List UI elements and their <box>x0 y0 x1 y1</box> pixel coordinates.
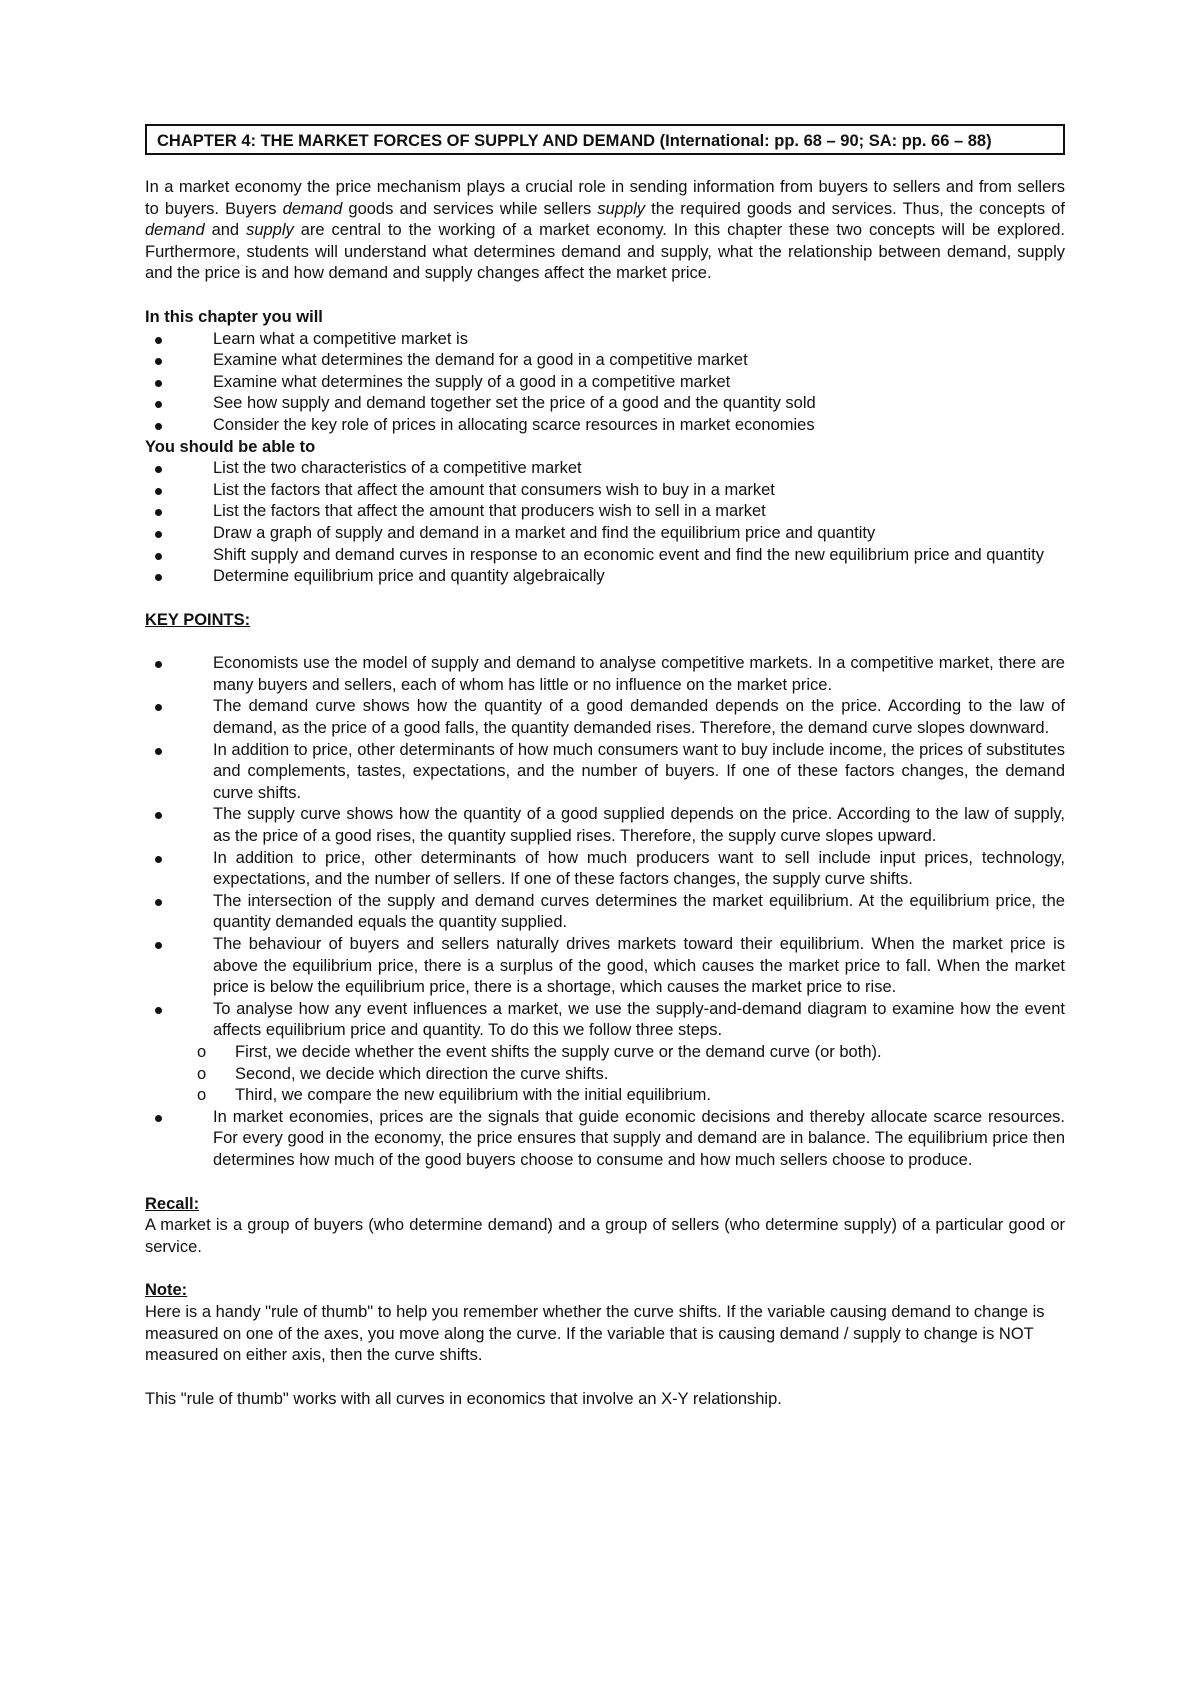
intro-text: In a market economy the price mechanism plays a crucial role in sending information from buyers to sellers and from sellers to buyers. Buyers <box>145 178 1065 218</box>
intro-emphasis-supply: supply <box>246 221 294 240</box>
bullet-icon <box>155 531 162 538</box>
list-item-text: List the factors that affect the amount that producers wish to sell in a market <box>213 502 766 521</box>
sub-list-item <box>145 1085 1065 1107</box>
list-item-text: The behaviour of buyers and sellers naturally drives markets toward their equilibrium. When the market price is above the equilibrium price, there is a surplus of the good, which causes the market price to fall. When the market price is below the equilibrium price, there is a shortage, which causes the market price to rise. <box>213 935 1065 997</box>
list-item-text: See how supply and demand together set the price of a good and the quantity sold <box>213 394 816 413</box>
bullet-icon <box>155 423 162 430</box>
list-item-text: The intersection of the supply and demand curves determines the market equilibrium. At the equilibrium price, the quantity demanded equals the quantity supplied. <box>213 891 1065 932</box>
list-item-text: Draw a graph of supply and demand in a market and find the equilibrium price and quantity <box>213 523 876 542</box>
bullet-icon <box>155 661 162 668</box>
sub-list-item <box>145 1042 1065 1064</box>
bullet-icon <box>155 574 162 581</box>
bullet-icon <box>155 466 162 473</box>
note-section <box>145 1280 1065 1366</box>
chapter-goals-heading: In this chapter you will <box>145 307 323 326</box>
recall-heading: Recall: <box>145 1194 200 1213</box>
bullet-icon <box>155 401 162 408</box>
list-item <box>145 891 1065 934</box>
list-item-text: Economists use the model of supply and demand to analyse competitive markets. In a competitive market, there are many buyers and sellers, each of whom has little or no influence on the market price. <box>213 654 1065 694</box>
abilities-heading: You should be able to <box>145 437 316 456</box>
list-item <box>145 934 1065 999</box>
list-item-text: Consider the key role of prices in allocating scarce resources in market economies <box>213 415 815 434</box>
list-item-text: Shift supply and demand curves in response to an economic event and find the new equilibrium price and quantity <box>213 545 1045 564</box>
key-points-heading: KEY POINTS: <box>145 610 251 629</box>
intro-emphasis-demand: demand <box>282 199 343 218</box>
list-item-text: Learn what a competitive market is <box>213 329 468 348</box>
list-item <box>145 740 1065 805</box>
list-item <box>145 372 1065 394</box>
sub-bullet-marker: o <box>197 1064 207 1083</box>
list-item <box>145 415 1065 437</box>
intro-text: and <box>204 221 247 240</box>
bullet-icon <box>155 1115 162 1122</box>
steps-sublist <box>145 1042 1065 1107</box>
bullet-icon <box>155 380 162 387</box>
abilities-list <box>145 458 1065 588</box>
list-item-text: In addition to price, other determinants of how much producers want to sell include input prices, technology, expectations, and the number of sellers. If one of these factors changes, the supply curve shifts. <box>213 848 1065 889</box>
list-item <box>145 566 1065 588</box>
list-item-text: The demand curve shows how the quantity of a good demanded depends on the price. According to the law of demand, as the price of a good falls, the quantity demanded rises. Therefore, the demand curve slopes downward. <box>213 697 1065 738</box>
note-text: Here is a handy "rule of thumb" to help you remember whether the curve shifts. If the variable causing demand to change is measured on one of the axes, you move along the curve. If the variable that is causing demand / supply to change is NOT measured on either axis, then the curve shifts. <box>145 1302 1045 1365</box>
list-item <box>145 804 1065 847</box>
bullet-icon <box>155 337 162 344</box>
list-item-text: Examine what determines the demand for a good in a competitive market <box>213 351 748 370</box>
bullet-icon <box>155 899 162 906</box>
list-item <box>145 999 1065 1107</box>
bullet-icon <box>155 942 162 949</box>
sub-list-item <box>145 1064 1065 1086</box>
key-points-list <box>145 653 1065 1171</box>
bullet-icon <box>155 748 162 755</box>
bullet-icon <box>155 509 162 516</box>
sub-bullet-marker: o <box>197 1042 207 1061</box>
list-item <box>145 848 1065 891</box>
list-item <box>145 480 1065 502</box>
intro-text: the required goods and services. Thus, the concepts of <box>645 199 1065 218</box>
bullet-icon <box>155 1007 162 1014</box>
intro-emphasis-supply: supply <box>597 199 646 218</box>
closing-paragraph: This "rule of thumb" works with all curves in economics that involve an X-Y relationship. <box>145 1389 782 1408</box>
bullet-icon <box>155 812 162 819</box>
list-item-text: Examine what determines the supply of a good in a competitive market <box>213 372 731 391</box>
list-item <box>145 545 1065 567</box>
list-item-text: In addition to price, other determinants of how much consumers want to buy include income, the prices of substitutes and complements, tastes, expectations, and the number of buyers. If one of these factors changes, the demand curve shifts. <box>213 740 1065 802</box>
bullet-icon <box>155 704 162 711</box>
intro-text: goods and services while sellers <box>342 199 598 218</box>
list-item <box>145 350 1065 372</box>
list-item-text: List the factors that affect the amount that consumers wish to buy in a market <box>213 480 775 499</box>
bullet-icon <box>155 856 162 863</box>
list-item <box>145 523 1065 545</box>
document-page <box>145 124 1065 1410</box>
recall-section <box>145 1194 1065 1259</box>
recall-text: A market is a group of buyers (who determine demand) and a group of sellers (who determine supply) of a particular good or service. <box>145 1216 1065 1256</box>
bullet-icon <box>155 488 162 495</box>
intro-emphasis-demand: demand <box>145 221 205 240</box>
list-item <box>145 696 1065 739</box>
bullet-icon <box>155 553 162 560</box>
list-item <box>145 329 1065 351</box>
list-item-text: List the two characteristics of a competitive market <box>213 459 582 478</box>
sub-list-item-text: Second, we decide which direction the curve shifts. <box>235 1064 609 1083</box>
list-item-text: Determine equilibrium price and quantity algebraically <box>213 567 605 586</box>
bullet-icon <box>155 358 162 365</box>
list-item <box>145 393 1065 415</box>
chapter-title: CHAPTER 4: THE MARKET FORCES OF SUPPLY AND DEMAND (International: pp. 68 – 90; SA: pp. 66 – 88) <box>145 124 1065 155</box>
list-item <box>145 1107 1065 1172</box>
intro-paragraph <box>145 177 1065 285</box>
list-item-text: To analyse how any event influences a market, we use the supply-and-demand diagram to examine how the event affects equilibrium price and quantity. To do this we follow three steps. <box>213 999 1065 1040</box>
list-item <box>145 653 1065 696</box>
list-item-text: In market economies, prices are the signals that guide economic decisions and thereby allocate scarce resources. For every good in the economy, the price ensures that supply and demand are in balance. The equilibrium price then determines how much of the good buyers choose to consume and how much sellers choose to produce. <box>213 1107 1065 1169</box>
note-heading: Note: <box>145 1281 188 1300</box>
sub-list-item-text: First, we decide whether the event shifts the supply curve or the demand curve (or both). <box>235 1042 882 1061</box>
sub-list-item-text: Third, we compare the new equilibrium with the initial equilibrium. <box>235 1086 711 1105</box>
chapter-goals-list <box>145 329 1065 437</box>
list-item <box>145 458 1065 480</box>
list-item <box>145 501 1065 523</box>
intro-text: are central to the working of a market economy. In this chapter these two concepts will be explored. Furthermore, students will understand what determines demand and supply, what the relationship between demand, supply and the price is and how demand and supply changes affect the market price. <box>145 221 1066 283</box>
sub-bullet-marker: o <box>197 1086 207 1105</box>
list-item-text: The supply curve shows how the quantity of a good supplied depends on the price. According to the law of supply, as the price of a good rises, the quantity supplied rises. Therefore, the supply curve slopes upward. <box>213 805 1065 846</box>
